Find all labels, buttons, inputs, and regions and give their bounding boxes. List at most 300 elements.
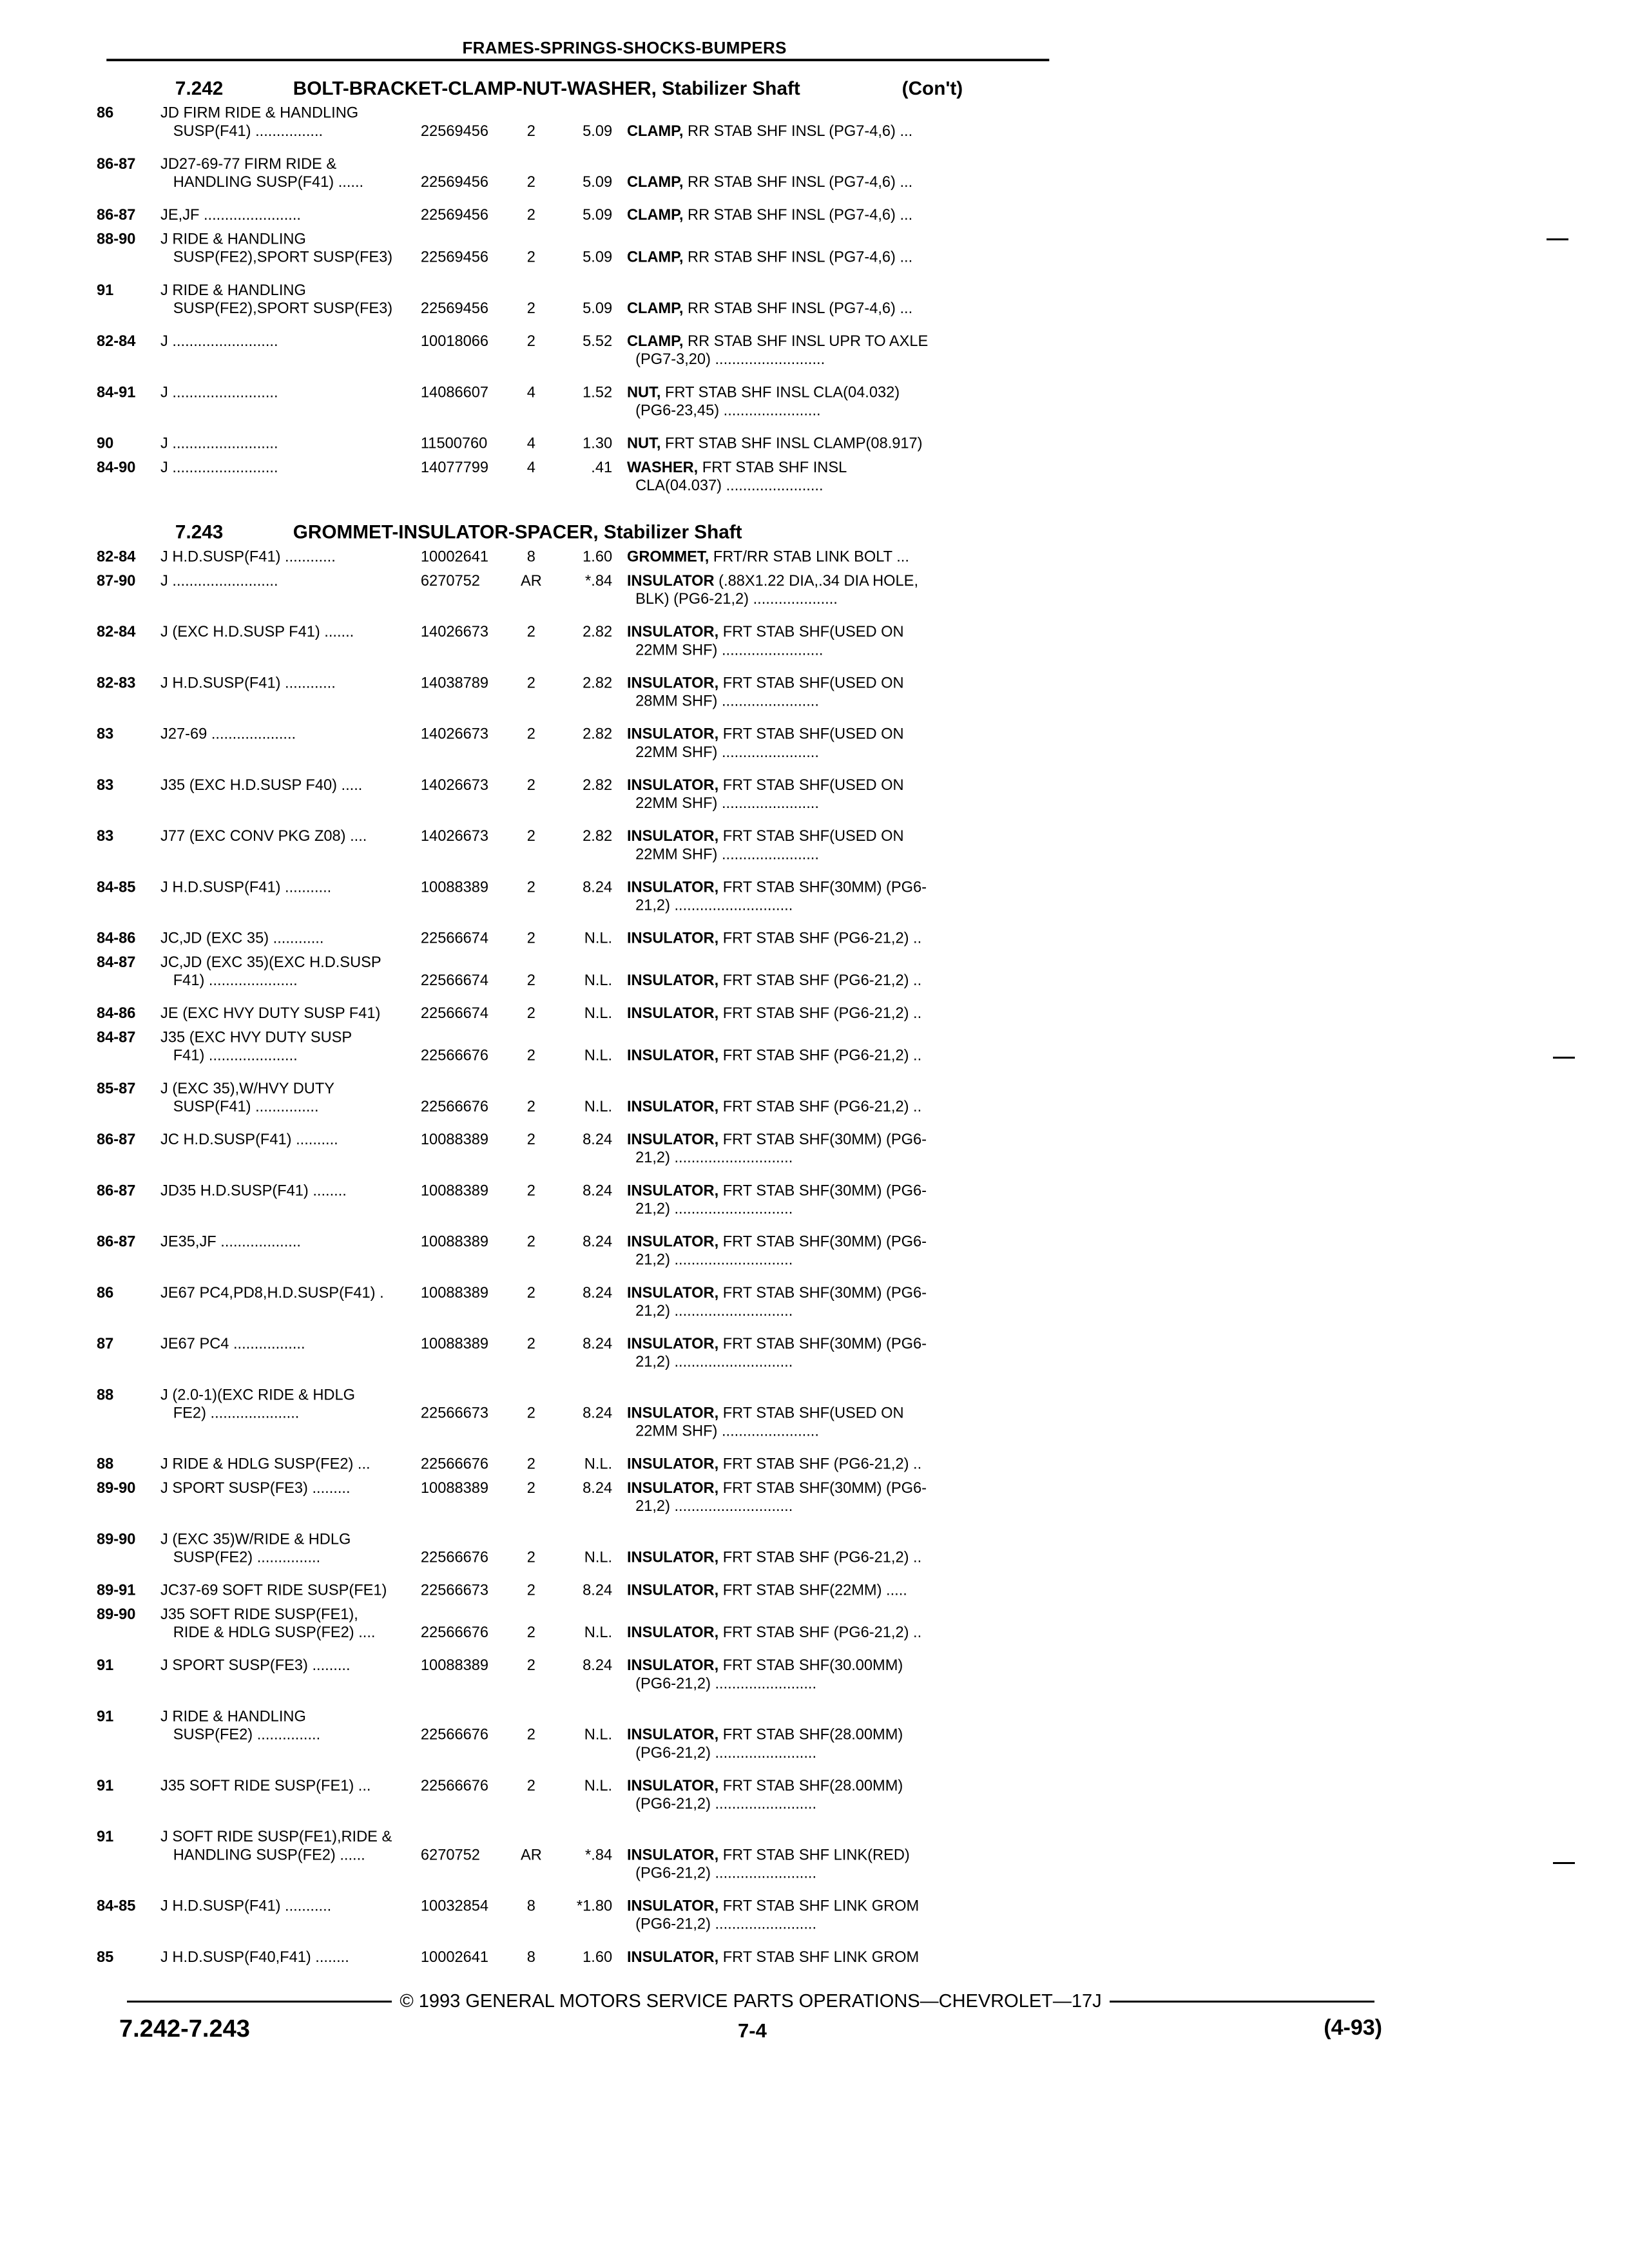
price: 2.82 [583,827,613,845]
part-name: INSULATOR, [626,1776,719,1794]
model-applicability: J SPORT SUSP(FE3) ......... [160,1479,351,1497]
part-entry [97,1581,1054,1599]
model-applicability: J RIDE & HANDLING [160,230,306,247]
entry-spacer [97,266,1054,281]
model-year: 82-84 [97,622,136,640]
part-number: 22569456 [420,206,489,224]
model-year: 86-87 [97,155,136,173]
part-detail: FRT STAB SHF (PG6-21,2) .. [718,1004,922,1022]
part-entry [97,776,1054,812]
part-detail: FRT STAB SHF(30MM) (PG6- [718,1181,927,1199]
part-number: 22566674 [420,1004,489,1022]
entry-spacer [97,989,1054,1004]
part-detail: FRT STAB SHF(30MM) (PG6- [718,1130,927,1148]
part-detail: FRT STAB SHF(30.00MM) [718,1656,903,1674]
quantity: AR [520,572,542,590]
part-description: 21,2) ............................ [626,1352,793,1370]
part-description: 22MM SHF) ....................... [626,1422,819,1439]
price: 1.60 [583,548,613,565]
quantity: 2 [526,1455,535,1473]
model-applicability: JD FIRM RIDE & HANDLING [160,104,359,122]
price: 8.24 [583,1130,613,1148]
model-year: 82-83 [97,674,136,691]
part-entry [97,673,1054,709]
part-name: INSULATOR [626,572,715,590]
catalog-page [97,39,1054,1972]
part-number: 14026673 [420,827,489,845]
part-number: 14026673 [420,776,489,794]
part-entry [97,622,1054,658]
price: N.L. [584,1623,613,1641]
part-description [626,971,922,989]
model-year: 83 [97,776,114,794]
model-applicability: J H.D.SUSP(F41) ............ [160,674,336,691]
part-description: 21,2) ............................ [626,896,793,914]
model-applicability: JC37-69 SOFT RIDE SUSP(FE1) [160,1581,387,1599]
part-number: 14077799 [420,458,489,476]
part-description [626,434,923,452]
part-name: INSULATOR, [626,674,719,691]
part-name: INSULATOR, [626,929,719,947]
entry-spacer [97,1762,1054,1776]
model-year: 91 [97,1827,114,1845]
model-applicability: SUSP(F41) ................ [160,122,323,140]
quantity: AR [520,1845,542,1863]
part-detail: FRT STAB SHF(USED ON [718,622,904,640]
part-description: 21,2) ............................ [626,1200,793,1217]
part-description [626,929,922,947]
part-entry [97,725,1054,761]
part-description [626,1004,922,1022]
quantity: 2 [526,674,535,691]
part-description [626,1283,927,1302]
model-applicability: J SOFT RIDE SUSP(FE1),RIDE & [160,1827,392,1845]
part-description [627,776,902,794]
model-year: 89-91 [97,1581,136,1599]
entry-spacer [97,566,1054,572]
entry-spacer [97,1473,1054,1479]
entry-spacer [97,1641,1054,1656]
part-entry [97,383,1054,419]
quantity: 2 [526,1776,535,1794]
price: 8.24 [583,1581,613,1599]
entry-spacer [97,1022,1054,1028]
price: N.L. [584,1776,613,1794]
part-description [626,1097,922,1115]
part-name: INSULATOR, [626,1725,719,1743]
section-title [97,78,1054,100]
part-name: INSULATOR, [626,1404,719,1421]
part-entry [97,229,1054,265]
model-applicability: J SPORT SUSP(FE3) ......... [160,1656,351,1674]
part-description [626,1896,920,1914]
entry-spacer [97,863,1054,878]
entry-spacer [97,1966,1054,1972]
part-name: INSULATOR, [626,1581,719,1599]
quantity: 8 [526,548,535,565]
entry-spacer [97,761,1054,776]
entry-spacer [97,608,1054,622]
entry-spacer [97,419,1054,434]
entry-spacer [97,317,1054,332]
part-entry [97,155,1054,191]
part-detail: RR STAB SHF INSL (PG7-4,6) ... [683,206,913,224]
part-description [626,1046,922,1064]
model-year: 83 [97,725,114,742]
part-detail: FRT STAB SHF(28.00MM) [718,1725,903,1743]
part-detail: FRT STAB SHF(USED ON [718,1404,904,1421]
part-name: INSULATOR, [626,1334,719,1352]
part-entry [97,929,1054,947]
price: N.L. [584,1097,613,1115]
part-number: 22566674 [420,929,489,947]
part-name: GROMMET, [626,548,709,565]
part-number: 10032854 [420,1897,489,1914]
part-entry [97,1948,1054,1966]
part-detail: FRT STAB SHF (PG6-21,2) .. [718,929,922,947]
model-year: 86-87 [97,1233,136,1250]
part-detail: RR STAB SHF INSL (PG7-4,6) ... [683,299,913,317]
footer-copyright-line [119,1991,1382,2012]
footer-rule-right [1110,2001,1374,2003]
model-year: 82-84 [97,332,136,350]
part-detail: FRT STAB SHF (PG6-21,2) .. [718,1046,922,1064]
part-name: INSULATOR, [626,1548,719,1566]
part-entry [97,1130,1054,1166]
price: 1.52 [583,383,613,401]
quantity: 8 [526,1948,535,1966]
part-description [627,458,902,476]
part-number: 14038789 [420,674,489,691]
price: 2.82 [583,725,613,742]
price: N.L. [584,929,613,947]
entry-spacer [97,1218,1054,1233]
part-detail: FRT STAB SHF (PG6-21,2) .. [718,1548,922,1566]
quantity: 2 [526,1046,535,1064]
section-number: 7.243 [175,521,224,543]
quantity: 2 [526,1233,535,1250]
part-description: 28MM SHF) ....................... [626,692,819,709]
part-entry [97,458,1054,494]
part-description [627,1725,902,1743]
part-description: (PG6-21,2) ........................ [626,1744,817,1762]
quantity: 2 [526,1656,535,1674]
part-number: 14026673 [420,725,489,742]
quantity: 2 [526,1283,535,1302]
model-year: 89-90 [97,1605,136,1623]
part-entry [97,1827,1054,1882]
header-rule [106,59,1049,61]
part-entry [97,547,1054,565]
model-applicability: J ......................... [160,332,278,350]
part-number: 10088389 [420,1656,489,1674]
price: *.84 [585,1845,613,1863]
entry-spacer [97,914,1054,929]
price: 8.24 [583,1656,613,1674]
model-applicability: SUSP(FE2),SPORT SUSP(FE3) [160,299,393,317]
model-year: 88 [97,1385,114,1403]
part-detail: FRT STAB SHF (PG6-21,2) .. [718,1623,922,1641]
part-description [626,299,913,317]
part-entry [97,1707,1054,1762]
price: *.84 [585,572,613,590]
entry-spacer [97,1166,1054,1181]
part-name: CLAMP, [626,299,684,317]
quantity: 2 [526,1004,535,1022]
part-number: 6270752 [420,1845,480,1863]
entry-spacer [97,1440,1054,1455]
entry-spacer [97,494,1054,509]
part-number: 22569456 [420,173,489,191]
entry-spacer [97,1320,1054,1334]
quantity: 2 [526,1623,535,1641]
model-applicability: SUSP(FE2) ............... [160,1725,321,1743]
model-applicability: J35 SOFT RIDE SUSP(FE1), [160,1605,358,1623]
part-description [626,122,913,140]
part-entry [97,1334,1054,1370]
model-year: 84-86 [97,1004,136,1022]
model-year: 86-87 [97,1130,136,1148]
model-applicability: J ......................... [160,572,278,590]
part-description: (PG6-21,2) ........................ [626,1794,817,1812]
model-applicability: SUSP(F41) ............... [160,1097,319,1115]
part-description: 22MM SHF) ....................... [626,845,819,863]
quantity: 4 [526,458,535,476]
model-applicability: J (EXC 35),W/HVY DUTY [160,1079,335,1097]
part-description [626,1455,922,1473]
model-year: 84-86 [97,929,136,947]
price: N.L. [584,1046,613,1064]
part-entry [97,1283,1054,1320]
entry-spacer [97,368,1054,383]
part-number: 10088389 [420,1334,489,1352]
part-detail: FRT STAB SHF(30MM) (PG6- [718,1283,927,1302]
part-name: INSULATOR, [626,971,719,989]
section-name: BOLT-BRACKET-CLAMP-NUT-WASHER, Stabilizer Shaft [293,77,800,99]
part-detail: FRT STAB SHF(USED ON [718,674,904,691]
part-name: INSULATOR, [626,1130,719,1148]
model-applicability: JC,JD (EXC 35) ............ [160,929,324,947]
part-description: 21,2) ............................ [626,1302,793,1320]
section-name: GROMMET-INSULATOR-SPACER, Stabilizer Shaft [293,521,742,543]
price: N.L. [584,971,613,989]
model-year: 85 [97,1948,114,1966]
model-year: 91 [97,1776,114,1794]
part-name: INSULATOR, [626,1623,719,1641]
part-detail: FRT STAB SHF(30MM) (PG6- [718,878,927,896]
part-name: INSULATOR, [626,1656,719,1674]
part-name: INSULATOR, [626,1046,719,1064]
part-name: INSULATOR, [626,827,719,845]
model-applicability: SUSP(FE2),SPORT SUSP(FE3) [160,248,393,266]
model-year: 89-90 [97,1479,136,1497]
part-detail: FRT STAB SHF(28.00MM) [718,1776,903,1794]
part-entry [97,206,1054,224]
model-applicability: J H.D.SUSP(F41) ............ [160,548,336,565]
part-entry [97,1079,1054,1115]
part-entry [97,1028,1054,1064]
part-entry [97,1385,1054,1440]
quantity: 2 [526,929,535,947]
part-description [626,1334,927,1352]
part-description: 21,2) ............................ [626,1251,793,1269]
part-description [626,332,929,350]
part-name: INSULATOR, [626,1897,719,1914]
quantity: 2 [526,1581,535,1599]
section-number: 7.242 [175,77,224,99]
part-entry [97,572,1054,608]
part-detail: RR STAB SHF INSL (PG7-4,6) ... [683,122,913,140]
quantity: 2 [526,299,535,317]
page-header: FRAMES-SPRINGS-SHOCKS-BUMPERS [462,39,787,57]
model-year: 82-84 [97,548,136,565]
part-number: 22569456 [420,299,489,317]
part-name: NUT, [626,383,661,401]
price: 5.09 [583,248,613,266]
part-number: 10002641 [420,1948,489,1966]
price: 8.24 [583,1233,613,1250]
part-name: INSULATOR, [626,622,719,640]
part-description [626,248,913,266]
part-detail: RR STAB SHF INSL UPR TO AXLE [683,332,929,350]
part-description: 22MM SHF) ....................... [626,743,819,761]
model-applicability: JE35,JF ................... [160,1233,301,1250]
part-name: CLAMP, [626,248,684,266]
model-applicability: HANDLING SUSP(FE2) ...... [160,1845,365,1863]
part-description: (PG6-21,2) ........................ [626,1915,817,1933]
model-year: 84-87 [97,1028,136,1046]
part-number: 22566676 [420,1548,489,1566]
model-year: 89-90 [97,1530,136,1548]
footer-section-range: 7.242-7.243 [119,2015,250,2042]
model-year: 90 [97,434,114,452]
quantity: 2 [526,122,535,140]
entry-spacer [97,1882,1054,1897]
model-year: 86 [97,104,114,122]
part-detail: FRT/RR STAB LINK BOLT ... [709,548,909,565]
part-description [626,1479,927,1497]
part-entry [97,1455,1054,1473]
part-description [626,173,913,191]
model-year: 86-87 [97,206,136,224]
part-number: 22566674 [420,971,489,989]
model-applicability: J RIDE & HANDLING [160,281,306,299]
part-detail: RR STAB SHF INSL (PG7-4,6) ... [683,173,913,191]
part-detail: FRT STAB SHF(USED ON [718,725,904,742]
quantity: 2 [526,1097,535,1115]
price: 5.09 [583,173,613,191]
model-applicability: JE,JF ....................... [160,206,301,224]
section-7-242 [97,78,1054,509]
price: 8.24 [583,1404,613,1421]
price: 5.09 [583,122,613,140]
part-name: CLAMP, [626,173,684,191]
model-applicability: RIDE & HDLG SUSP(FE2) .... [160,1623,376,1641]
footer-bottom [119,2015,1382,2048]
part-detail: FRT STAB SHF LINK GROM [718,1897,920,1914]
quantity: 2 [526,1334,535,1352]
quantity: 4 [526,383,535,401]
price: 8.24 [583,878,613,896]
quantity: 2 [526,332,535,350]
part-number: 22566676 [420,1725,489,1743]
quantity: 2 [526,827,535,845]
entry-spacer [97,191,1054,206]
quantity: 2 [526,622,535,640]
part-entry [97,434,1054,452]
price: N.L. [584,1004,613,1022]
part-number: 22566676 [420,1097,489,1115]
part-number: 11500760 [420,434,488,452]
entry-spacer [97,947,1054,953]
model-year: 88 [97,1455,114,1473]
part-detail: RR STAB SHF INSL (PG7-4,6) ... [683,248,913,266]
part-description: (PG6-21,2) ........................ [626,1864,817,1881]
model-applicability: F41) ..................... [160,1046,298,1064]
part-description [626,547,909,565]
quantity: 2 [526,1181,535,1199]
part-number: 22569456 [420,248,489,266]
price: 8.24 [583,1479,613,1497]
part-name: INSULATOR, [626,878,719,896]
part-description: (PG6-21,2) ........................ [626,1674,817,1692]
part-entry [97,332,1054,368]
part-name: WASHER, [626,458,699,476]
quantity: 2 [526,248,535,266]
model-applicability: SUSP(FE2) ............... [160,1548,321,1566]
part-name: INSULATOR, [626,1004,719,1022]
entry-spacer [97,1812,1054,1827]
footer-copyright: © 1993 GENERAL MOTORS SERVICE PARTS OPERATIONS—CHEVROLET—17J [400,1991,1102,2012]
part-name: CLAMP, [626,332,684,350]
entry-spacer [97,140,1054,155]
model-year: 84-85 [97,1897,136,1914]
part-entry [97,281,1054,317]
part-entry [97,1004,1054,1022]
model-applicability: J27-69 .................... [160,725,296,742]
part-number: 22566676 [420,1455,489,1473]
part-detail: FRT STAB SHF(USED ON [718,776,904,794]
part-description [626,1845,910,1863]
part-entry [97,104,1054,140]
margin-mark [1553,1057,1575,1059]
price: 5.52 [583,332,613,350]
part-description: 21,2) ............................ [626,1148,793,1166]
section-continued: (Con't) [901,77,963,99]
model-applicability: FE2) ..................... [160,1404,300,1421]
part-detail: FRT STAB SHF (PG6-21,2) .. [718,1097,922,1115]
model-applicability: J35 SOFT RIDE SUSP(FE1) ... [160,1776,371,1794]
model-applicability: J RIDE & HDLG SUSP(FE2) ... [160,1455,371,1473]
part-detail: FRT STAB SHF(30MM) (PG6- [718,1479,927,1497]
part-name: INSULATOR, [626,776,719,794]
model-applicability: J ......................... [160,458,278,476]
margin-mark [1553,1862,1575,1864]
part-number: 10088389 [420,1479,489,1497]
part-name: INSULATOR, [626,1455,719,1473]
part-description [626,206,913,224]
model-applicability: JC,JD (EXC 35)(EXC H.D.SUSP [160,953,381,971]
part-name: INSULATOR, [626,1948,719,1966]
section-7-243 [97,522,1054,1972]
part-description [627,1656,902,1674]
entry-spacer [97,710,1054,725]
footer-date: (4-93) [1324,2015,1382,2040]
part-name: INSULATOR, [626,1233,719,1250]
part-number: 10088389 [420,1181,489,1199]
part-number: 10088389 [420,878,489,896]
part-description [626,572,919,590]
